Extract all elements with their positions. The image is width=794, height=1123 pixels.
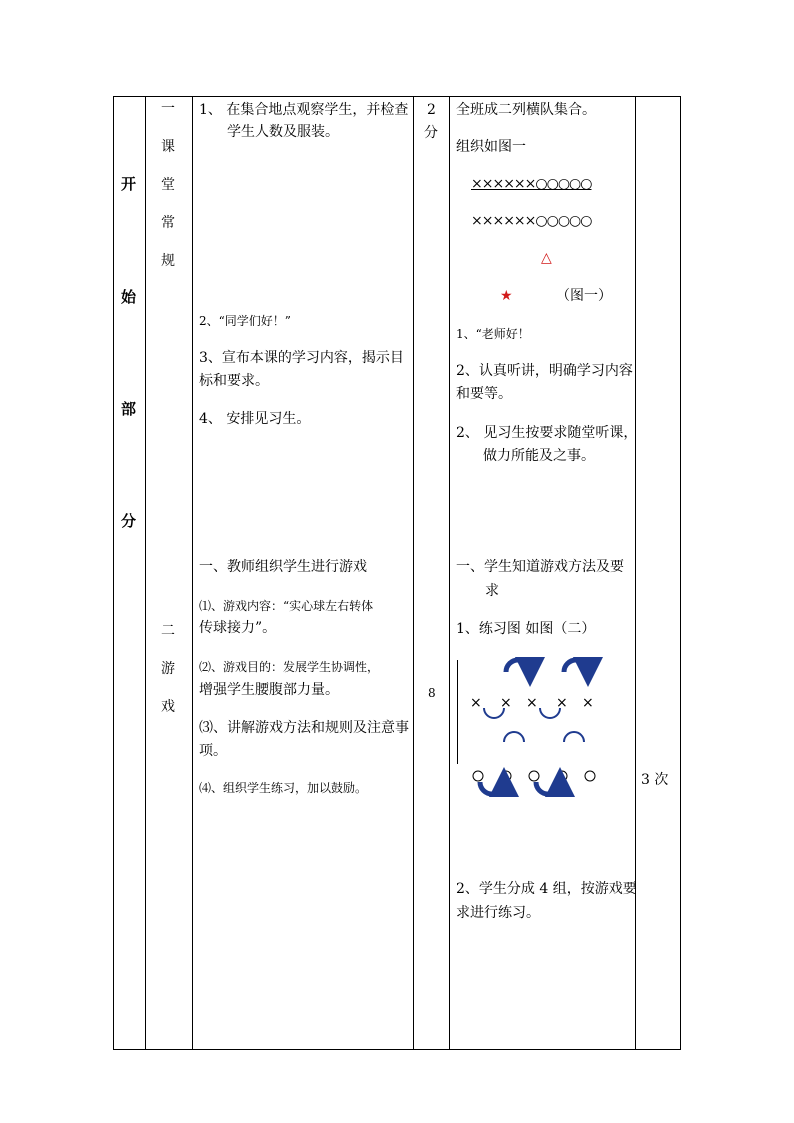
teacher-star-icon: ★ (500, 288, 513, 304)
practice-figure-label: 1、练习图 如图（二） (456, 621, 596, 637)
student-response-2-line1: 2、认真听讲，明确学习内容 (456, 363, 633, 379)
content-game1-line2: 传球接力”。 (199, 620, 277, 636)
practice-step-2-line1: 2、学生分成 4 组，按游戏要 (456, 881, 637, 897)
repetition-count: 3 次 (641, 772, 669, 788)
content-item2: 2、“同学们好！” (199, 314, 291, 328)
game-requirement-line2: 求 (485, 583, 499, 599)
part2-char-1: 二 (161, 623, 175, 639)
curved-arrow-icon (480, 782, 504, 794)
curved-arrow-icon (504, 732, 524, 742)
table-col-border-7 (680, 96, 681, 1050)
section-char-2: 始 (121, 288, 137, 306)
content-game3-line2: 项。 (199, 743, 227, 759)
section-char-4: 分 (121, 512, 137, 530)
curved-arrow-icon (564, 732, 584, 742)
table-bottom-border (113, 1049, 681, 1050)
practice-diagram (460, 650, 620, 800)
curved-arrow-icon (536, 782, 560, 794)
student-response-3-line1: 2、 见习生按要求随堂听课， (456, 425, 638, 441)
formation-row-1: ××××××○○○○○ (471, 176, 592, 192)
table-col-border-2 (145, 96, 146, 1050)
content-item1-line2: 学生人数及服装。 (227, 124, 339, 140)
table-col-border-4 (413, 96, 414, 1050)
svg-text:×: × (500, 695, 512, 711)
org-line1: 全班成二列横队集合。 (456, 102, 596, 118)
figure-1-caption: （图一） (556, 288, 612, 304)
part1-char-2: 课 (161, 139, 175, 155)
teacher-triangle-icon: △ (541, 250, 552, 266)
table-col-border-1 (113, 96, 114, 1050)
content-item4: 4、 安排见习生。 (199, 411, 311, 427)
content-game1-line1: ⑴、游戏内容：“实心球左右转体 (199, 599, 374, 613)
content-item1-line1: 1、 在集合地点观察学生，并检查 (199, 102, 409, 118)
org-line2: 组织如图一 (456, 139, 526, 155)
part1-char-3: 堂 (161, 177, 175, 193)
time-1-number: 2 (427, 102, 436, 118)
content-item3-line1: 3、宣布本课的学习内容，揭示目 (199, 350, 404, 366)
part1-char-4: 常 (161, 215, 175, 231)
formation-row-2: ××××××○○○○○ (471, 213, 592, 229)
part2-char-2: 游 (161, 661, 175, 677)
part2-char-3: 戏 (161, 699, 175, 715)
student-response-3-line2: 做力所能及之事。 (483, 448, 595, 464)
content-item3-line2: 标和要求。 (199, 373, 269, 389)
content-game4: ⑷、组织学生练习，加以鼓励。 (199, 781, 368, 795)
svg-text:×: × (556, 695, 568, 711)
section-char-1: 开 (121, 175, 137, 193)
diagram-divider-line (457, 660, 458, 764)
table-col-border-3 (192, 96, 193, 1050)
game-requirement-line1: 一、学生知道游戏方法及要 (456, 559, 624, 575)
table-col-border-6 (635, 96, 636, 1050)
curved-arrow-icon (506, 660, 530, 672)
svg-text:×: × (582, 695, 594, 711)
section-char-3: 部 (121, 400, 137, 418)
student-response-2-line2: 和要等。 (456, 386, 512, 402)
content-game2-line2: 增强学生腰腹部力量。 (199, 682, 339, 698)
table-top-border (113, 96, 681, 97)
time-1-unit: 分 (424, 125, 438, 141)
svg-text:×: × (526, 695, 538, 711)
diagram-circles (473, 771, 483, 781)
part1-char-5: 规 (161, 253, 175, 269)
table-col-border-5 (449, 96, 450, 1050)
content-game2-line1: ⑵、游戏目的：发展学生协调性， (199, 660, 380, 674)
practice-step-2-line2: 求进行练习。 (456, 905, 540, 921)
part1-char-1: 一 (161, 101, 175, 117)
content-game3-line1: ⑶、讲解游戏方法和规则及注意事 (199, 720, 409, 736)
time-2-number: 8 (428, 686, 436, 700)
curved-arrow-icon (564, 660, 588, 672)
student-response-1: 1、“老师好！ (456, 327, 530, 341)
content-game-title: 一、教师组织学生进行游戏 (199, 559, 367, 575)
diagram-crosses: × (470, 695, 482, 711)
